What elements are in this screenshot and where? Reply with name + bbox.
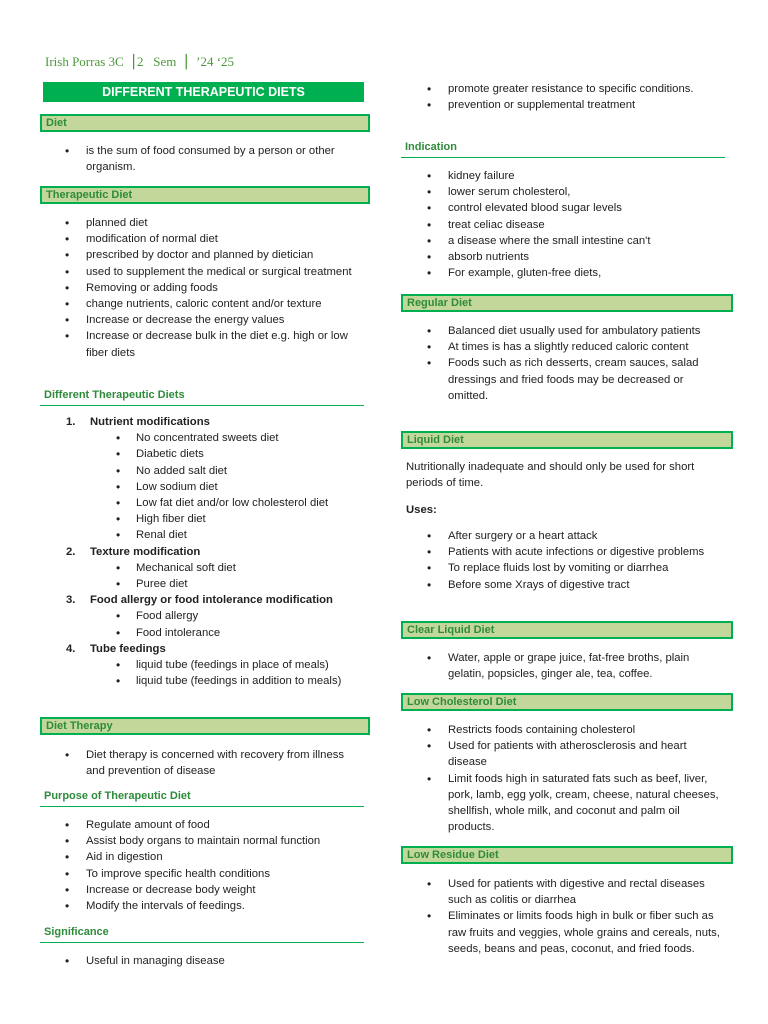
list-item: • Assist body organs to maintain normal function — [62, 833, 367, 849]
section-heading-diet-therapy: Diet Therapy — [40, 717, 370, 735]
list-item: • Low sodium diet — [66, 479, 366, 495]
indication-list — [424, 168, 724, 281]
liquid-diet-intro: Nutritionally inadequate and should only be used for short periods of time. — [406, 461, 695, 490]
list-item: • Modify the intervals of feedings. — [62, 898, 367, 914]
list-item: • treat celiac disease — [424, 217, 724, 233]
liquid-diet-uses-list — [424, 528, 724, 593]
list-item: • At times is has a slightly reduced caloric content — [424, 339, 724, 355]
list-item: • Increase or decrease the energy values — [62, 312, 362, 328]
section-heading-low-residue: Low Residue Diet — [401, 846, 733, 864]
section-heading-clear-liquid-diet: Clear Liquid Diet — [401, 621, 733, 639]
list-item: • kidney failure — [424, 168, 724, 184]
list-item: • Water, apple or grape juice, fat-free broths, plain gelatin, popsicles, ginger ale, tea, coffee. — [424, 650, 724, 682]
list-item: • Renal diet — [66, 527, 366, 543]
significance-list — [62, 953, 362, 969]
list-item: • is the sum of food consumed by a person or other organism. — [62, 143, 352, 175]
list-item: • modification of normal diet — [62, 231, 362, 247]
section-heading-liquid-diet: Liquid Diet — [401, 431, 733, 449]
list-item: • lower serum cholesterol, — [424, 184, 724, 200]
purpose-list — [62, 817, 367, 914]
section-heading-low-cholesterol: Low Cholesterol Diet — [401, 693, 733, 711]
list-item: • Diabetic diets — [66, 446, 366, 462]
list-item: • Food intolerance — [66, 625, 366, 641]
diet-list — [62, 143, 352, 175]
list-item: • Used for patients with atherosclerosis and heart disease — [424, 738, 724, 770]
list-item: • High fiber diet — [66, 511, 366, 527]
list-item: • Balanced diet usually used for ambulatory patients — [424, 323, 724, 339]
list-item: • To replace fluids lost by vomiting or diarrhea — [424, 560, 724, 576]
liquid-diet-uses-label: Uses: — [406, 504, 437, 516]
list-item: • No concentrated sweets diet — [66, 430, 366, 446]
section-heading-diet: Diet — [40, 114, 370, 132]
list-item: • No added salt diet — [66, 463, 366, 479]
list-item: • Patients with acute infections or digestive problems — [424, 544, 724, 560]
list-item: • Useful in managing disease — [62, 953, 362, 969]
list-item: • Puree diet — [66, 576, 366, 592]
list-item: • Foods such as rich desserts, cream sauces, salad dressings and fried foods may be decreased or omitted. — [424, 355, 724, 404]
list-item: • change nutrients, caloric content and/or texture — [62, 296, 362, 312]
section-heading-therapeutic-diet: Therapeutic Diet — [40, 186, 370, 204]
significance-cont-list — [424, 81, 724, 113]
list-item: • control elevated blood sugar levels — [424, 200, 724, 216]
list-item: • Increase or decrease body weight — [62, 882, 367, 898]
list-item: • liquid tube (feedings in place of meals) — [66, 657, 356, 673]
list-item: • Removing or adding foods — [62, 280, 362, 296]
list-item: • absorb nutrients — [424, 249, 724, 265]
list-item: • Before some Xrays of digestive tract — [424, 577, 724, 593]
list-item: • promote greater resistance to specific conditions. — [424, 81, 724, 97]
section-heading-regular-diet: Regular Diet — [401, 294, 733, 312]
list-item: • prescribed by doctor and planned by dietician — [62, 247, 362, 263]
list-item: • Aid in digestion — [62, 849, 367, 865]
list-item: • To improve specific health conditions — [62, 866, 367, 882]
low-residue-list — [424, 876, 724, 957]
diet-therapy-list — [62, 747, 362, 779]
list-item: • Regulate amount of food — [62, 817, 367, 833]
numbered-item: 3. Food allergy or food intolerance modification — [66, 594, 333, 607]
list-item: • planned diet — [62, 215, 362, 231]
list-item: • Restricts foods containing cholesterol — [424, 722, 724, 738]
section-heading-different-diets: Different Therapeutic Diets — [40, 388, 364, 406]
list-item: • Food allergy — [66, 608, 366, 624]
list-item: • Eliminates or limits foods high in bulk or fiber such as raw fruits and veggies, whole grains and cereals, nuts, seeds, beans and peas, coconut, and fried foods. — [424, 908, 724, 957]
section-heading-significance: Significance — [40, 925, 364, 943]
list-item: • Diet therapy is concerned with recovery from illness and prevention of disease — [62, 747, 362, 779]
list-item: • Used for patients with digestive and rectal diseases such as colitis or diarrhea — [424, 876, 724, 908]
therapeutic-diet-list — [62, 215, 362, 361]
numbered-item: 2. Texture modification — [66, 545, 201, 558]
list-item: • Low fat diet and/or low cholesterol diet — [66, 495, 366, 511]
list-item: • For example, gluten-free diets, — [424, 265, 724, 281]
list-item: • Mechanical soft diet — [66, 560, 366, 576]
list-item: • Limit foods high in saturated fats such as beef, liver, pork, lamb, egg yolk, cream, cheese, natural cheeses, shellfish, whole milk, and coconut and palm oil products. — [424, 771, 724, 836]
numbered-item: 4. Tube feedings — [66, 642, 166, 655]
section-heading-purpose: Purpose of Therapeutic Diet — [40, 789, 364, 807]
numbered-item: 1. Nutrient modifications — [66, 416, 210, 428]
list-item: • liquid tube (feedings in addition to meals) — [66, 673, 356, 689]
different-diets-list — [66, 414, 366, 689]
section-heading-indication: Indication — [401, 140, 725, 158]
list-item: • After surgery or a heart attack — [424, 528, 724, 544]
author-line: Irish Porras 3C ⎮2 Sem ⎮ ’24 ‘25 — [45, 54, 235, 69]
low-cholesterol-list — [424, 722, 724, 835]
list-item: • used to supplement the medical or surgical treatment — [62, 264, 362, 280]
list-item: • prevention or supplemental treatment — [424, 97, 724, 113]
page-title: DIFFERENT THERAPEUTIC DIETS — [43, 82, 364, 102]
regular-diet-list — [424, 323, 724, 404]
list-item: • a disease where the small intestine can't — [424, 233, 724, 249]
list-item: • Increase or decrease bulk in the diet e.g. high or low fiber diets — [62, 328, 362, 360]
clear-liquid-list — [424, 650, 724, 682]
